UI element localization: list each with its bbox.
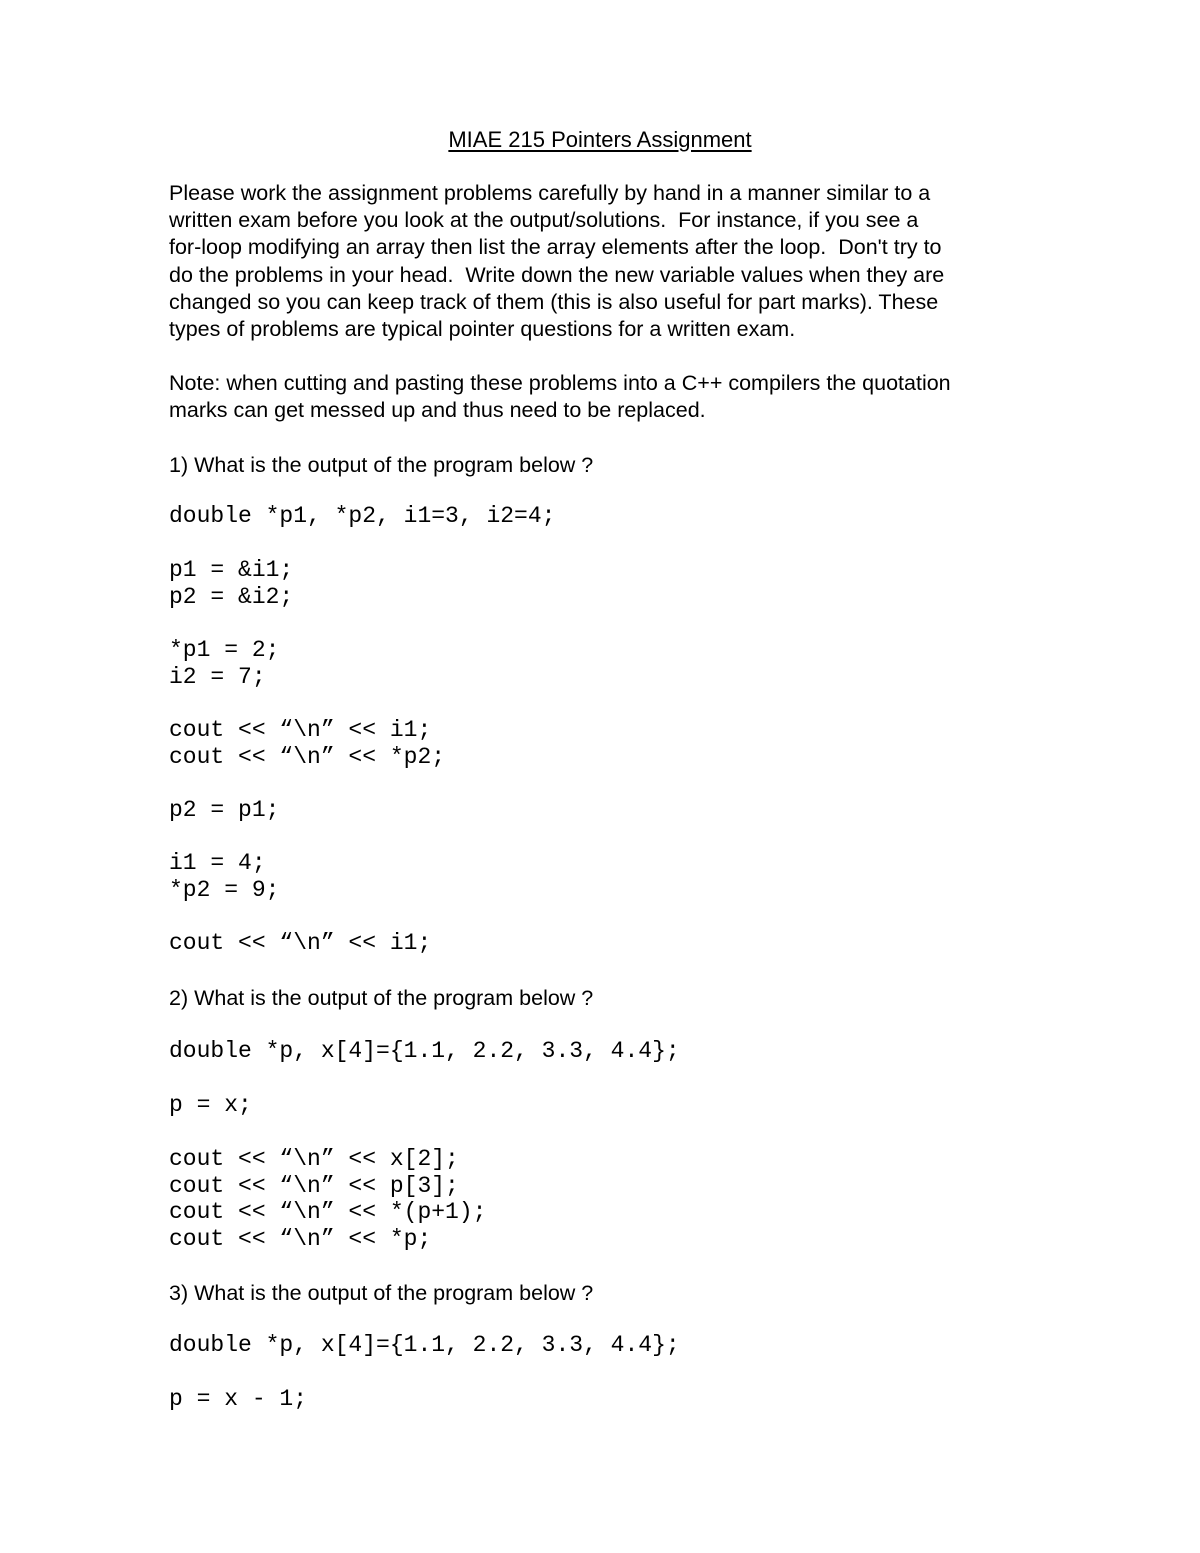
q2-code-pointer-assign: p = x;: [169, 1092, 252, 1118]
q1-code-value-assign: *p1 = 2; i2 = 7;: [169, 637, 280, 690]
question-3-text: 3) What is the output of the program below ?: [169, 1281, 594, 1305]
q1-code-address-assign: p1 = &i1; p2 = &i2;: [169, 557, 294, 610]
note-paragraph: Note: when cutting and pasting these problems into a C++ compilers the quotation marks can get messed up and thus need to be replaced.: [169, 371, 951, 423]
intro-paragraph: Please work the assignment problems carefully by hand in a manner similar to a written exam before you look at the output/solutions. For instance, if you see a for-loop modifying an array then list the array elements after the loop. Don't try to do the problems in your head. Write down the new variable values when they are changed so you can keep track of them (this is also useful for part marks). These types of problems are typical pointer questions for a written exam.: [169, 181, 945, 342]
q3-code-pointer-assign: p = x - 1;: [169, 1386, 308, 1412]
question-1-text: 1) What is the output of the program below ?: [169, 453, 594, 477]
q1-code-declaration: double *p1, *p2, i1=3, i2=4;: [169, 503, 556, 529]
q2-code-output: cout << “\n” << x[2]; cout << “\n” << p[3]; cout << “\n” << *(p+1); cout << “\n” << *p;: [169, 1146, 487, 1252]
q1-code-output-2: cout << “\n” << i1;: [169, 930, 432, 956]
document-title: MIAE 215 Pointers Assignment: [448, 127, 752, 152]
q1-code-output-1: cout << “\n” << i1; cout << “\n” << *p2;: [169, 717, 446, 770]
q2-code-declaration: double *p, x[4]={1.1, 2.2, 3.3, 4.4};: [169, 1038, 680, 1064]
q1-code-value-reassign: i1 = 4; *p2 = 9;: [169, 850, 280, 903]
question-2-text: 2) What is the output of the program below ?: [169, 986, 594, 1010]
q3-code-declaration: double *p, x[4]={1.1, 2.2, 3.3, 4.4};: [169, 1332, 680, 1358]
q1-code-pointer-assign: p2 = p1;: [169, 797, 280, 823]
